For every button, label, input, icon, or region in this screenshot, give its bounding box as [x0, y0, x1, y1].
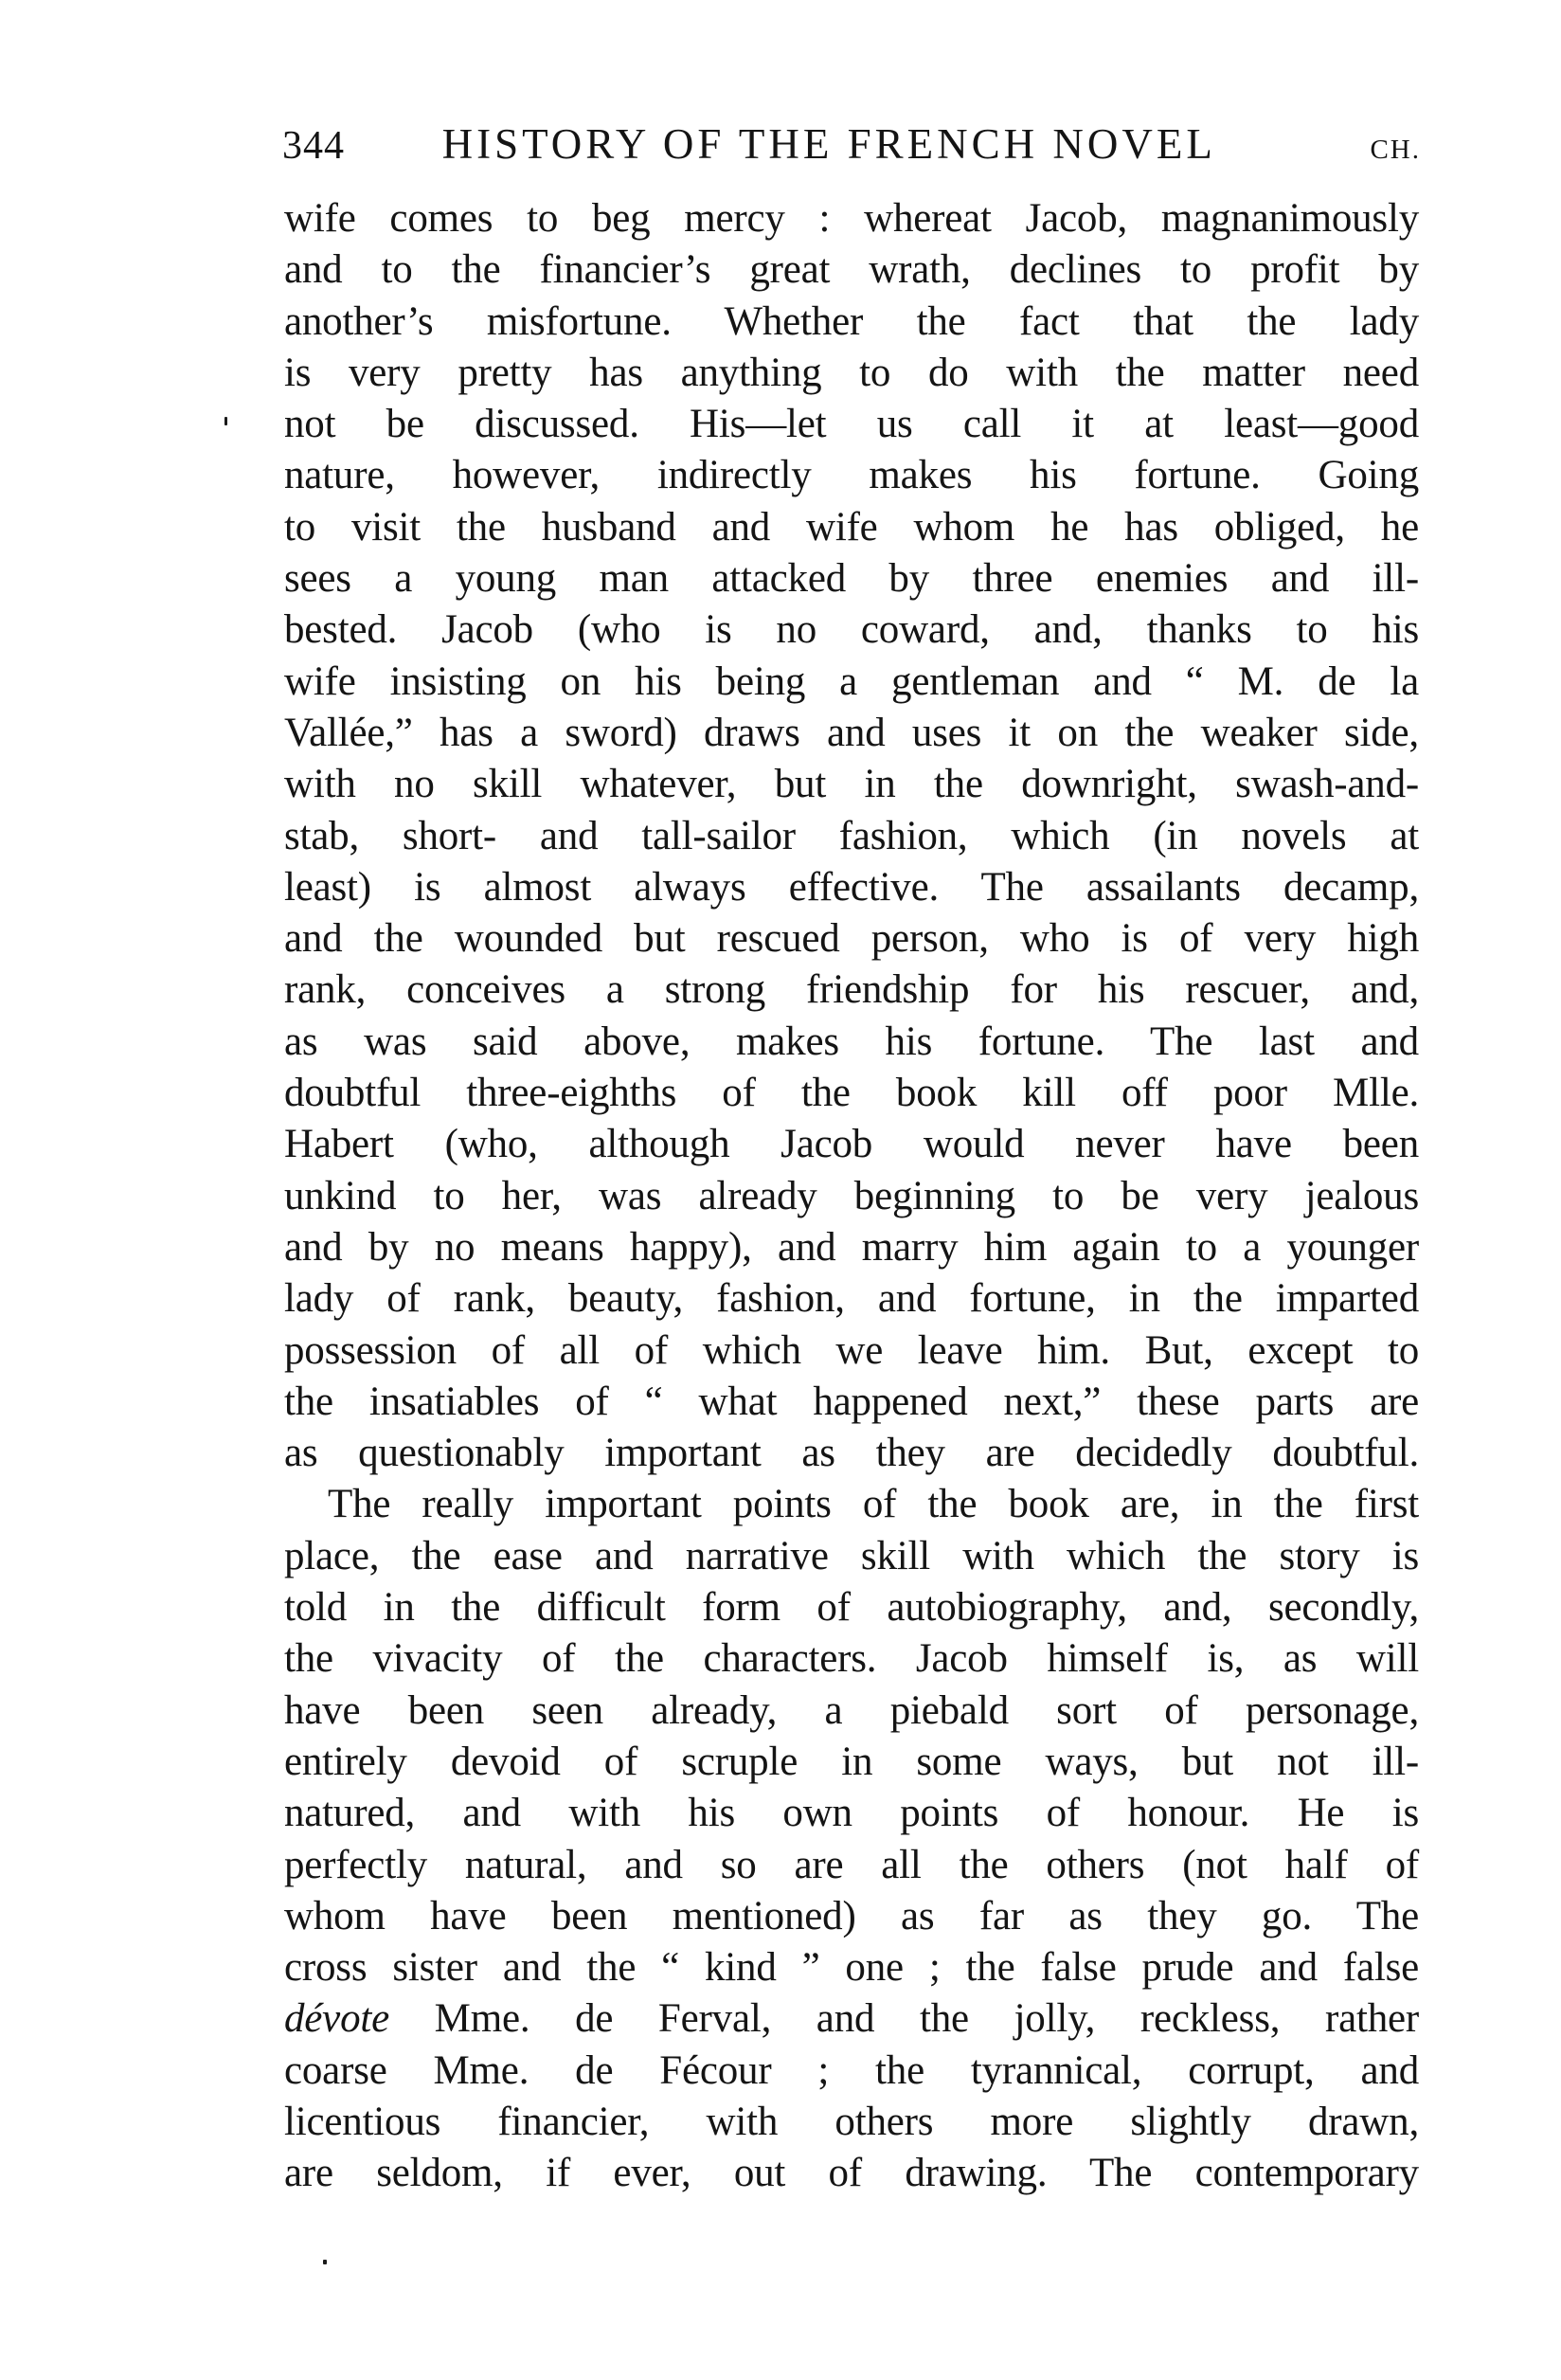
- text-line: [284, 244, 1419, 296]
- text-segment: whom have been mentioned) as far as they go. The: [284, 1893, 1419, 1938]
- text-segment: sees a young man attacked by three enemies and ill-: [284, 556, 1419, 602]
- page-number: 344: [282, 124, 345, 168]
- text-segment: the vivacity of the characters. Jacob himself is, as will: [284, 1636, 1419, 1682]
- text-segment: and by no means happy), and marry him again to a younger: [284, 1224, 1419, 1270]
- text-segment: the insatiables of “ what happened next,” these parts are: [284, 1379, 1419, 1424]
- text-line: [284, 1119, 1419, 1170]
- scan-artifact-speck: [323, 2260, 327, 2264]
- text-segment: nature, however, indirectly makes his fortune. Going: [284, 453, 1419, 498]
- text-line: [284, 1377, 1419, 1428]
- text-line: [284, 1788, 1419, 1839]
- text-segment: and the wounded but rescued person, who is of very high: [284, 916, 1419, 962]
- text-line: [284, 1325, 1419, 1377]
- text-segment: to visit the husband and wife whom he has obliged, he: [284, 504, 1419, 550]
- text-line: [284, 759, 1419, 810]
- text-line: [284, 1531, 1419, 1582]
- text-segment: are seldom, if ever, out of drawing. The contemporary: [284, 2151, 1419, 2196]
- text-segment: natured, and with his own points of honour. He is: [284, 1791, 1419, 1836]
- text-line: [284, 1686, 1419, 1737]
- text-segment: entirely devoid of scruple in some ways, but not ill-: [284, 1739, 1419, 1784]
- text-line: [284, 965, 1419, 1016]
- text-line: [284, 2046, 1419, 2097]
- chapter-marker: CH.: [1370, 135, 1421, 165]
- italic-text: dévote: [284, 1996, 390, 2042]
- text-segment: coarse Mme. de Fécour ; the tyrannical, corrupt, and: [284, 2047, 1419, 2093]
- text-line: [284, 1222, 1419, 1273]
- text-segment: licentious financier, with others more slightly drawn,: [284, 2099, 1419, 2144]
- text-segment: unkind to her, was already beginning to be very jealous: [284, 1173, 1419, 1218]
- text-line: [284, 1633, 1419, 1685]
- text-line: [284, 1737, 1419, 1788]
- text-segment: lady of rank, beauty, fashion, and fortune, in the imparted: [284, 1276, 1419, 1322]
- text-lines: [284, 193, 1419, 2200]
- text-line: [284, 708, 1419, 759]
- text-line: [284, 811, 1419, 862]
- text-segment: Vallée,” has a sword) draws and uses it on the weaker side,: [284, 710, 1419, 755]
- text-segment: as was said above, makes his fortune. The last and: [284, 1019, 1419, 1064]
- text-line: [284, 193, 1419, 244]
- text-line: [284, 450, 1419, 501]
- text-line: [284, 1942, 1419, 1993]
- text-segment: bested. Jacob (who is no coward, and, thanks to his: [284, 607, 1419, 653]
- text-line: [284, 1273, 1419, 1325]
- text-line: [284, 2097, 1419, 2148]
- text-segment: another’s misfortune. Whether the fact that the lady: [284, 298, 1419, 344]
- text-segment: with no skill whatever, but in the downright, swash-and-: [284, 762, 1419, 807]
- text-segment: Habert (who, although Jacob would never have been: [284, 1122, 1419, 1167]
- text-segment: and to the financier’s great wrath, declines to profit by: [284, 247, 1419, 293]
- text-segment: wife comes to beg mercy : whereat Jacob, magnanimously: [284, 196, 1419, 241]
- text-segment: least) is almost always effective. The assailants decamp,: [284, 864, 1419, 910]
- text-line: [284, 2148, 1419, 2199]
- text-line: [284, 1840, 1419, 1891]
- text-segment: Mme. de Ferval, and the jolly, reckless, rather: [389, 1996, 1419, 2042]
- text-segment: have been seen already, a piebald sort of personage,: [284, 1687, 1419, 1733]
- text-segment: told in the difficult form of autobiography, and, secondly,: [284, 1585, 1419, 1631]
- text-segment: The really important points of the book are, in the first: [328, 1482, 1419, 1527]
- text-segment: cross sister and the “ kind ” one ; the false prude and false: [284, 1945, 1419, 1991]
- text-line: [284, 1171, 1419, 1222]
- scan-artifact-speck: [224, 417, 227, 425]
- text-line: [284, 1068, 1419, 1119]
- text-segment: place, the ease and narrative skill with which the story is: [284, 1533, 1419, 1578]
- text-line: [284, 399, 1419, 450]
- text-line: [284, 1428, 1419, 1479]
- text-line: [284, 1017, 1419, 1068]
- running-head: [282, 119, 1421, 169]
- page-title: HISTORY OF THE FRENCH NOVEL: [441, 120, 1216, 168]
- text-line: [284, 604, 1419, 656]
- text-line: [284, 1582, 1419, 1633]
- text-line: [284, 1479, 1419, 1530]
- text-segment: rank, conceives a strong friendship for his rescuer, and,: [284, 967, 1419, 1013]
- text-segment: not be discussed. His—let us call it at least—good: [284, 402, 1419, 447]
- text-segment: is very pretty has anything to do with the matter need: [284, 350, 1419, 395]
- text-segment: perfectly natural, and so are all the others (not half of: [284, 1842, 1419, 1887]
- text-segment: as questionably important as they are decidedly doubtful.: [284, 1431, 1419, 1476]
- text-line: [284, 502, 1419, 553]
- text-line: [284, 348, 1419, 399]
- text-segment: wife insisting on his being a gentleman and “ M. de la: [284, 658, 1419, 704]
- text-segment: stab, short- and tall-sailor fashion, which (in novels at: [284, 813, 1419, 858]
- text-line: [284, 657, 1419, 708]
- text-segment: possession of all of which we leave him. But, except to: [284, 1327, 1419, 1373]
- text-line: [284, 297, 1419, 348]
- text-segment: doubtful three-eighths of the book kill off poor Mlle.: [284, 1071, 1419, 1116]
- text-line: [284, 862, 1419, 913]
- text-line: [284, 1891, 1419, 1942]
- text-line: [284, 553, 1419, 604]
- text-line: [284, 913, 1419, 965]
- text-line: [284, 1993, 1419, 2045]
